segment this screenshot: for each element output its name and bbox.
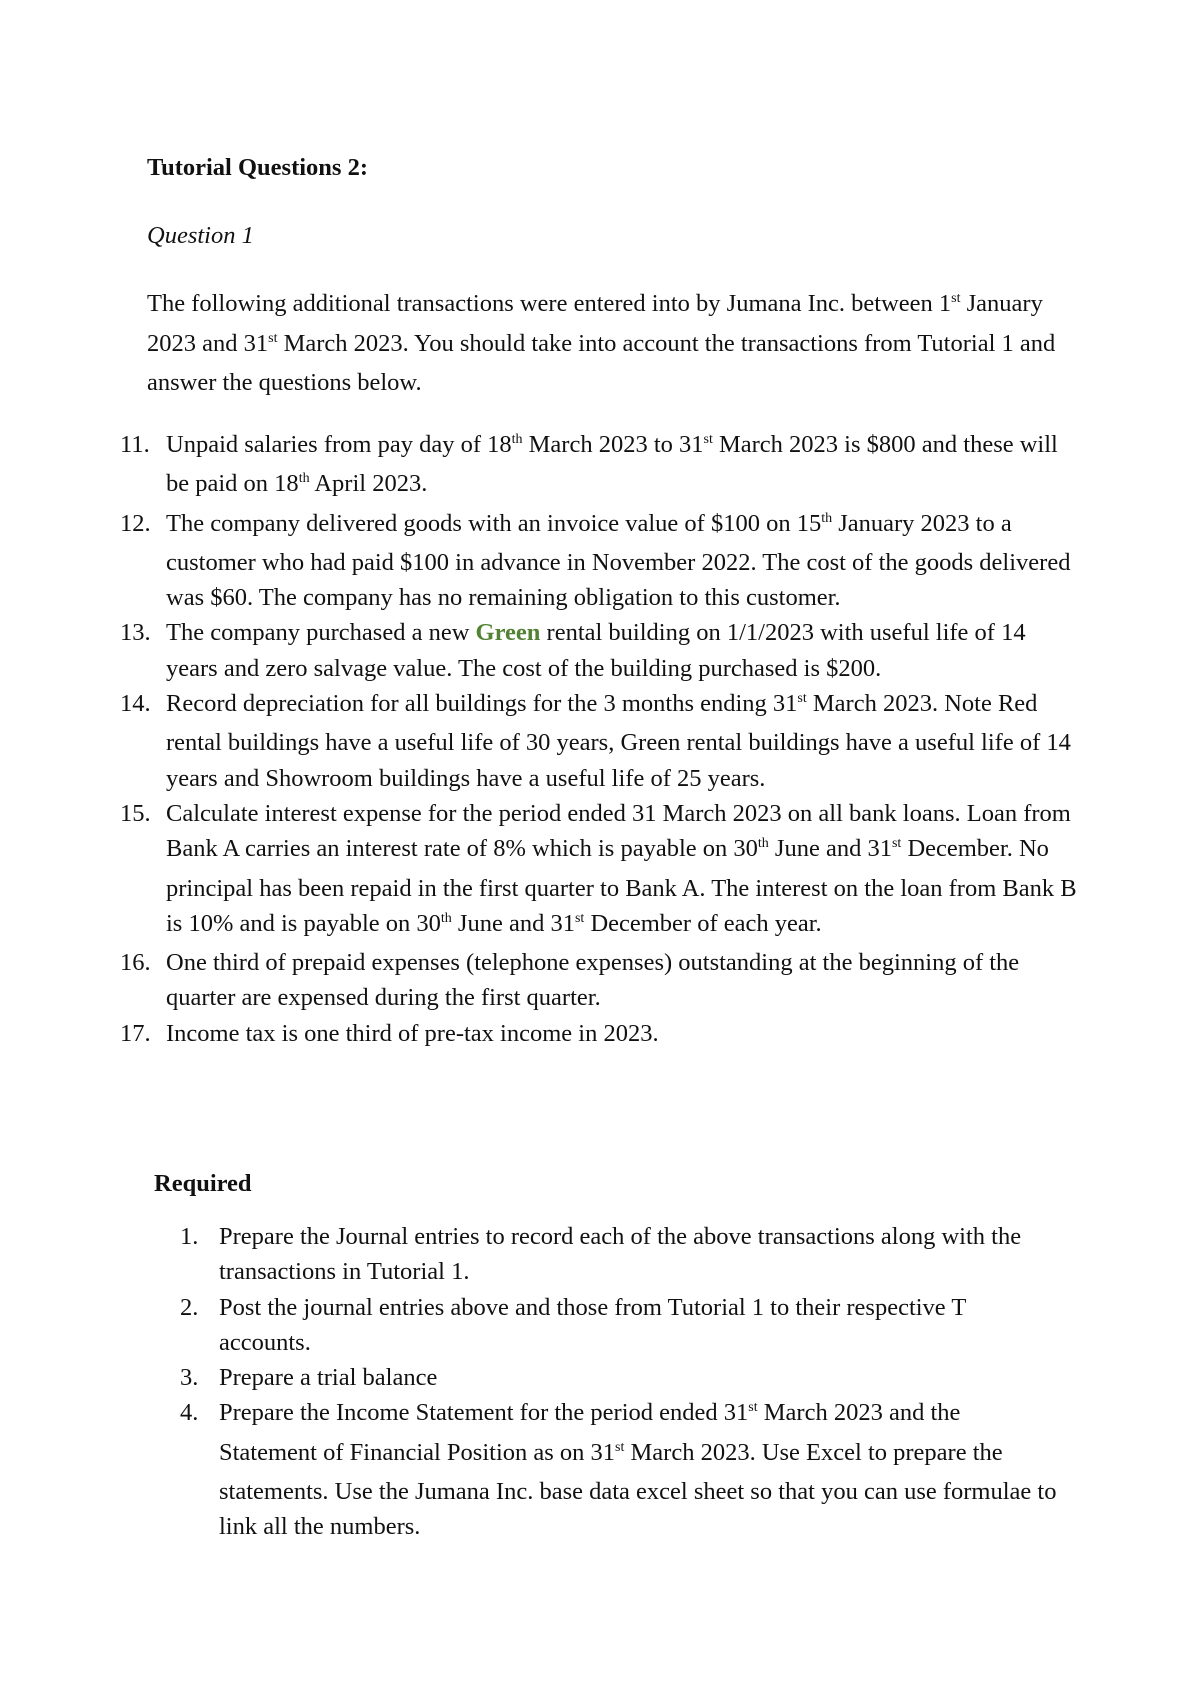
item-number: 15. [120,799,151,827]
transaction-item-12 [120,506,1080,616]
intro-text: The following additional transactions were entered into by Jumana Inc. between 1 [147,290,952,317]
transaction-item-17 [120,1016,1080,1051]
item-text: December. No principal has been repaid in the first quarter to Bank A. The interest on the loan from Bank B is 10% and is payable on 30 [166,835,1077,937]
transaction-item-16 [120,945,1080,1016]
transaction-item-13 [120,615,1080,686]
question-label: Question 1 [147,222,254,249]
required-item-3 [180,1360,1060,1395]
item-number: 17. [120,1019,151,1047]
green-highlight-word: Green [475,619,541,647]
transaction-item-11 [120,427,1080,506]
intro-paragraph [147,286,1087,401]
required-item-2 [180,1290,1060,1361]
ordinal-suffix: st [797,691,807,707]
transaction-item-14 [120,686,1080,796]
item-text: March 2023. Note Red rental buildings have a useful life of 30 years, Green rental buildings have a useful life of 14 years and Showroom buildings have a useful life of 25 years. [166,690,1071,792]
item-number: 3. [180,1364,199,1392]
item-text: June and 31 [451,909,575,937]
document-title: Tutorial Questions 2: [147,154,368,181]
ordinal-suffix: st [703,432,713,447]
item-text: Prepare a trial balance [219,1364,438,1392]
item-number: 11. [120,431,150,458]
ordinal-suffix: th [821,510,833,526]
item-text: March 2023 and the Statement of Financial Position as on 31 [219,1399,961,1466]
item-text: Prepare the Income Statement for the period ended 31 [219,1399,749,1427]
ordinal-suffix: st [891,836,902,852]
item-number: 13. [120,619,151,647]
item-text: Income tax is one third of pre-tax income in 2023. [166,1019,659,1047]
item-number: 4. [180,1399,199,1427]
ordinal-suffix: st [615,1439,625,1455]
item-text: January 2023 to a customer who had paid $100 in advance in November 2022. The cost of the goods delivered was $60. The company has no remaining obligation to this customer. [166,509,1071,612]
ordinal-suffix: th [511,432,523,447]
item-text: The company delivered goods with an invoice value of $100 on 15 [166,509,822,537]
item-text: April 2023. [309,470,428,498]
item-text: Unpaid salaries from pay day of 18 [166,431,512,458]
item-text: Post the journal entries above and those from Tutorial 1 to their respective T accounts. [219,1293,966,1356]
item-text: Record depreciation for all buildings for the 3 months ending 31 [166,690,798,718]
item-text: March 2023. Use Excel to prepare the statements. Use the Jumana Inc. base data excel sheet so that you can use formulae to link all the numbers. [219,1438,1057,1541]
required-item-4 [180,1395,1060,1544]
item-number: 16. [120,949,151,977]
item-text: June and 31 [768,835,892,863]
intro-text: January 2023 and 31 [147,290,1043,357]
ordinal-suffix: st [574,910,585,926]
item-number: 14. [120,690,151,718]
ordinal-suffix: th [440,910,452,926]
item-number: 1. [180,1223,199,1250]
item-text: March 2023 is $800 and these will be paid on 18 [166,431,1058,498]
transactions-list [120,427,1080,1051]
item-number: 2. [180,1293,199,1321]
item-text: Prepare the Journal entries to record each of the above transactions along with the transactions in Tutorial 1. [219,1223,1022,1286]
required-list [180,1219,1060,1545]
transaction-item-15 [120,796,1080,945]
item-text: The company purchased a new [166,619,476,647]
ordinal-suffix: st [951,291,961,306]
item-number: 12. [120,509,151,537]
ordinal-suffix: th [298,471,310,487]
required-item-1 [180,1219,1060,1290]
item-text: Calculate interest expense for the period ended 31 March 2023 on all bank loans. Loan from Bank A carries an interest rate of 8% which is payable on 30 [166,799,1071,863]
item-text: December of each year. [584,909,822,937]
item-text: One third of prepaid expenses (telephone expenses) outstanding at the beginning of the quarter are expensed during the first quarter. [166,949,1020,1012]
item-text: March 2023 to 31 [522,431,704,458]
ordinal-suffix: st [268,330,278,346]
ordinal-suffix: th [757,836,769,852]
ordinal-suffix: st [748,1400,758,1416]
intro-text: March 2023. You should take into account the transactions from Tutorial 1 and answer the questions below. [147,329,1056,396]
item-text: rental building on 1/1/2023 with useful life of 14 years and zero salvage value. The cost of the building purchased is $200. [166,619,1026,682]
required-heading: Required [154,1170,252,1197]
